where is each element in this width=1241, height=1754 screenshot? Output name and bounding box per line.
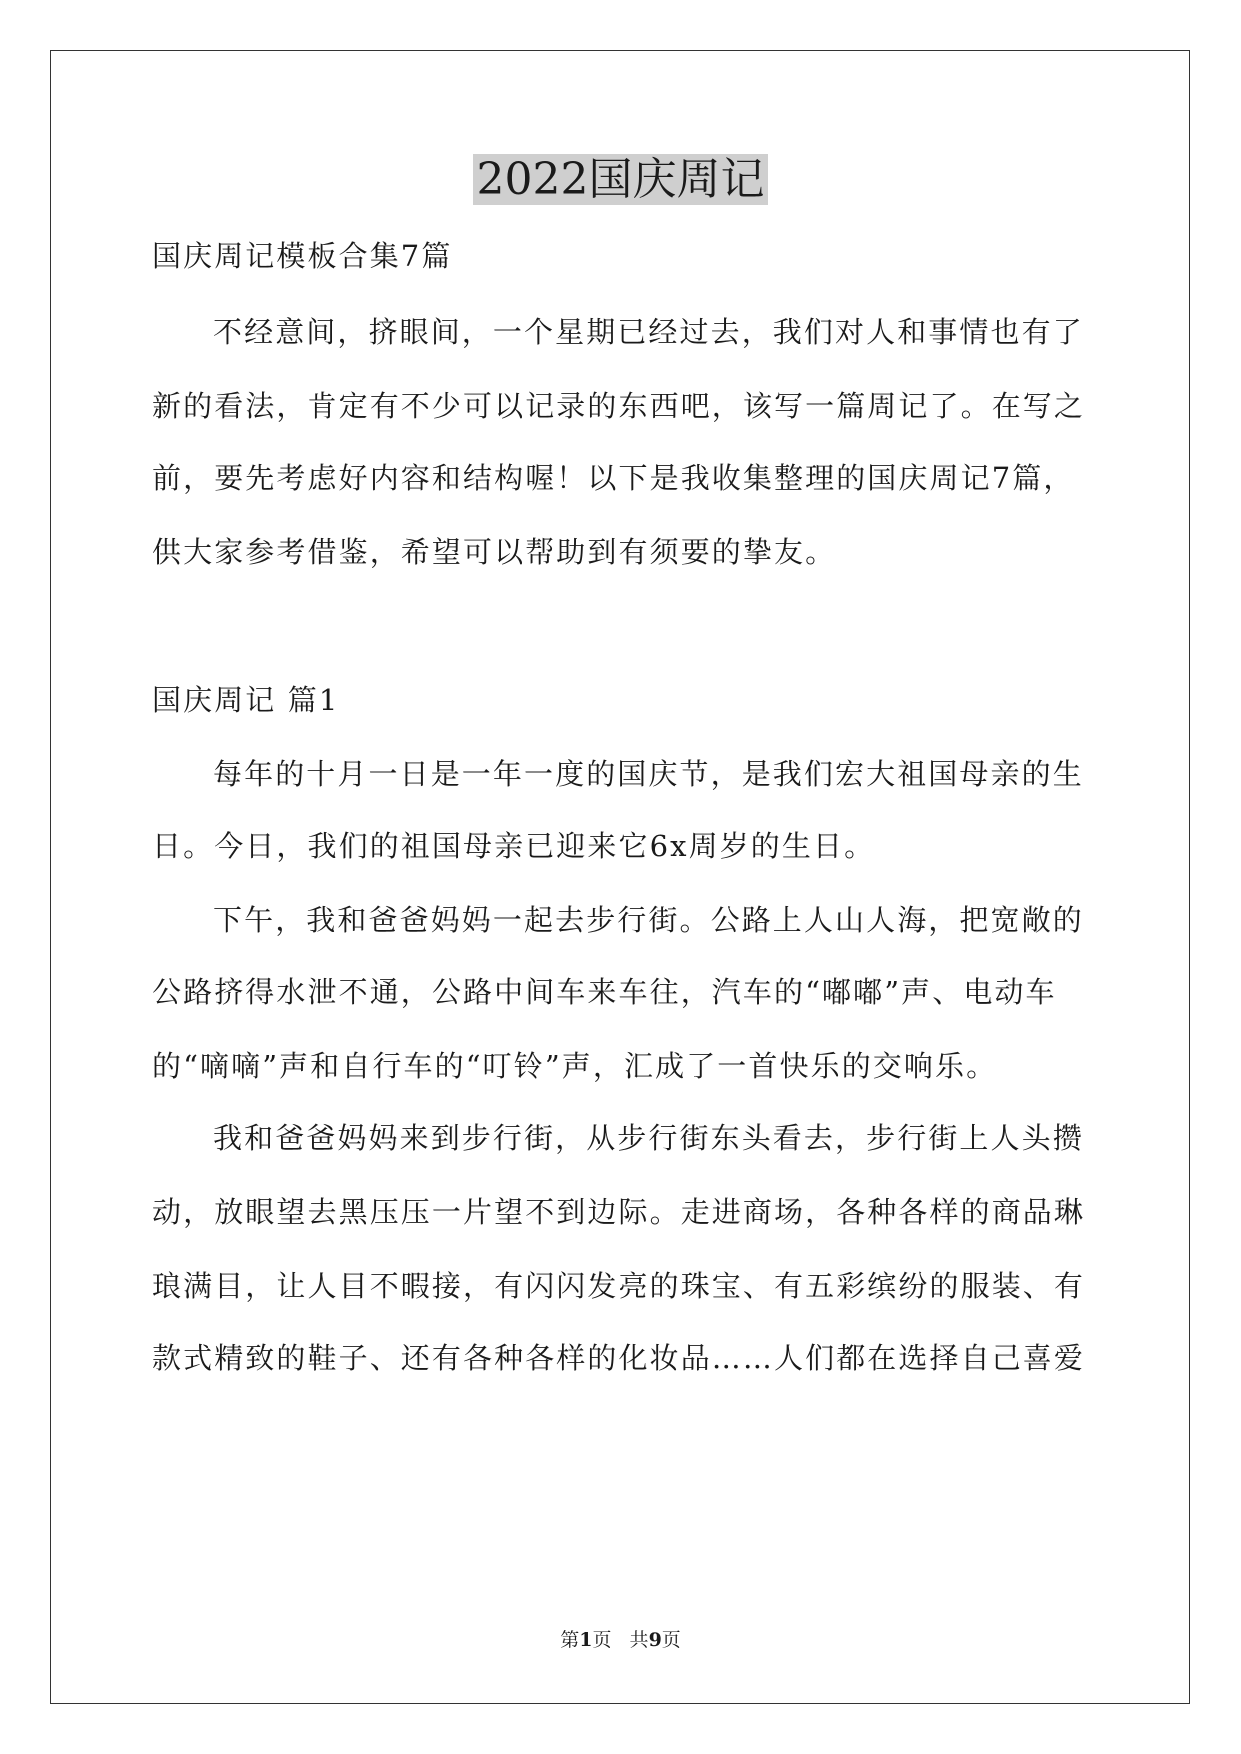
body-line: 公路挤得水泄不通，公路中间车来车往，汽车的“嘟嘟”声、电动车 [152,975,1057,1009]
intro-line: 前，要先考虑好内容和结构喔！以下是我收集整理的国庆周记7篇， [152,461,1075,495]
page-footer [0,1628,1241,1652]
footer-suffix: 页 [661,1629,681,1651]
intro-line: 供大家参考借鉴，希望可以帮助到有须要的挚友。 [152,535,837,569]
document-title-text: 2022国庆周记 [473,154,769,205]
body-line: 每年的十月一日是一年一度的国庆节，是我们宏大祖国母亲的生 [213,757,1084,791]
document-subtitle: 国庆周记模板合集7篇 [152,239,453,273]
footer-total-pages: 9 [648,1629,662,1651]
intro-line: 不经意间，挤眼间，一个星期已经过去，我们对人和事情也有了 [213,315,1084,349]
document-title [0,150,1241,210]
footer-prefix: 第 [560,1629,580,1651]
body-line: 款式精致的鞋子、还有各种各样的化妆品……人们都在选择自己喜爱 [152,1341,1086,1375]
footer-current-page: 1 [579,1629,593,1651]
section-heading: 国庆周记 篇1 [152,683,340,717]
body-line: 我和爸爸妈妈来到步行街，从步行街东头看去，步行街上人头攒 [213,1121,1084,1155]
body-line: 日。今日，我们的祖国母亲已迎来它6x周岁的生日。 [152,829,876,863]
footer-middle: 页 共 [592,1629,649,1651]
body-line: 动，放眼望去黑压压一片望不到边际。走进商场，各种各样的商品琳 [152,1195,1086,1229]
body-line: 下午，我和爸爸妈妈一起去步行街。公路上人山人海，把宽敞的 [213,903,1084,937]
intro-line: 新的看法，肯定有不少可以记录的东西吧，该写一篇周记了。在写之 [152,389,1086,423]
body-line: 的“嘀嘀”声和自行车的“叮铃”声，汇成了一首快乐的交响乐。 [152,1049,998,1083]
body-line: 琅满目，让人目不暇接，有闪闪发亮的珠宝、有五彩缤纷的服装、有 [152,1269,1086,1303]
page-border [50,50,1190,1704]
